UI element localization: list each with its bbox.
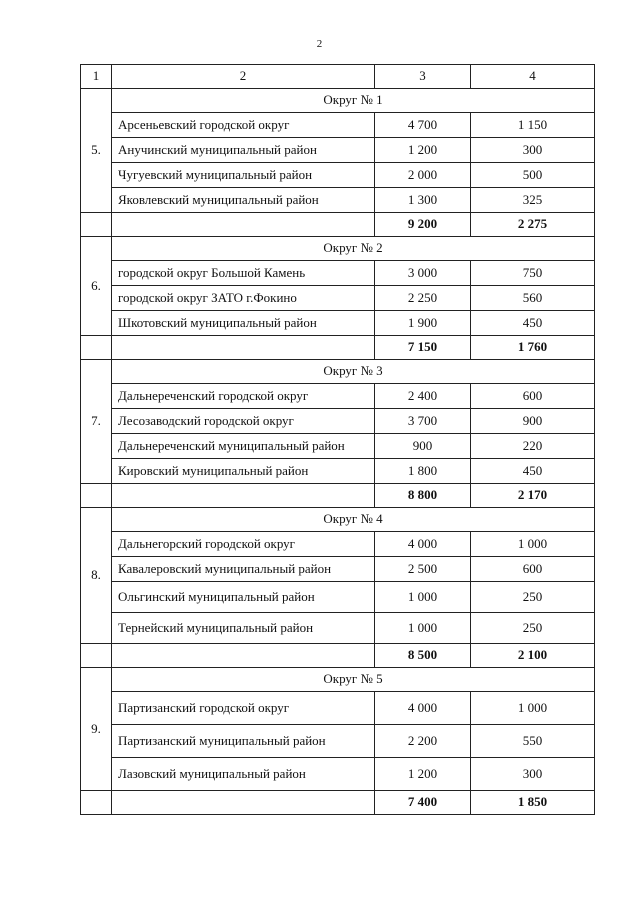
table-row [81, 557, 595, 582]
table-row [81, 163, 595, 188]
table-row [81, 613, 595, 644]
value-col-3: 2 200 [375, 725, 471, 758]
header-row [81, 65, 595, 89]
value-col-4: 1 000 [471, 532, 595, 557]
total-row [81, 791, 595, 815]
total-col-4: 1 850 [471, 791, 595, 815]
value-col-3: 1 000 [375, 582, 471, 613]
group-index: 7. [81, 360, 112, 484]
value-col-3: 1 200 [375, 758, 471, 791]
total-col-4: 2 100 [471, 644, 595, 668]
total-empty-cell [81, 213, 112, 237]
total-row [81, 213, 595, 237]
table-row [81, 138, 595, 163]
total-row [81, 644, 595, 668]
total-label-cell [112, 336, 375, 360]
value-col-4: 325 [471, 188, 595, 213]
total-col-3: 7 400 [375, 791, 471, 815]
value-col-4: 560 [471, 286, 595, 311]
municipality-name: Кавалеровский муниципальный район [112, 557, 375, 582]
value-col-3: 2 000 [375, 163, 471, 188]
value-col-4: 600 [471, 557, 595, 582]
municipality-name: Дальнереченский городской округ [112, 384, 375, 409]
table-row [81, 384, 595, 409]
municipality-name: Анучинский муниципальный район [112, 138, 375, 163]
municipality-name: Кировский муниципальный район [112, 459, 375, 484]
header-col-2: 2 [112, 65, 375, 89]
table-row [81, 758, 595, 791]
total-empty-cell [81, 791, 112, 815]
value-col-3: 1 800 [375, 459, 471, 484]
district-row [81, 360, 595, 384]
total-empty-cell [81, 484, 112, 508]
value-col-3: 3 700 [375, 409, 471, 434]
value-col-3: 900 [375, 434, 471, 459]
group-index: 8. [81, 508, 112, 644]
value-col-4: 450 [471, 311, 595, 336]
district-row [81, 668, 595, 692]
value-col-3: 2 250 [375, 286, 471, 311]
header-col-1: 1 [81, 65, 112, 89]
value-col-4: 500 [471, 163, 595, 188]
table-row [81, 409, 595, 434]
total-col-3: 9 200 [375, 213, 471, 237]
district-title: Округ № 2 [112, 237, 595, 261]
value-col-3: 4 700 [375, 113, 471, 138]
total-col-4: 1 760 [471, 336, 595, 360]
district-row [81, 508, 595, 532]
total-label-cell [112, 644, 375, 668]
municipality-name: городской округ ЗАТО г.Фокино [112, 286, 375, 311]
total-col-3: 7 150 [375, 336, 471, 360]
municipality-name: Шкотовский муниципальный район [112, 311, 375, 336]
district-row [81, 89, 595, 113]
header-col-3: 3 [375, 65, 471, 89]
municipality-name: Лазовский муниципальный район [112, 758, 375, 791]
table-row [81, 113, 595, 138]
value-col-4: 220 [471, 434, 595, 459]
table-row [81, 459, 595, 484]
value-col-3: 4 000 [375, 532, 471, 557]
total-label-cell [112, 213, 375, 237]
value-col-4: 250 [471, 582, 595, 613]
value-col-3: 1 200 [375, 138, 471, 163]
header-col-4: 4 [471, 65, 595, 89]
total-empty-cell [81, 336, 112, 360]
municipality-name: Яковлевский муниципальный район [112, 188, 375, 213]
group-index: 9. [81, 668, 112, 791]
municipality-name: Партизанский муниципальный район [112, 725, 375, 758]
total-col-3: 8 500 [375, 644, 471, 668]
value-col-4: 550 [471, 725, 595, 758]
value-col-4: 1 150 [471, 113, 595, 138]
district-title: Округ № 1 [112, 89, 595, 113]
value-col-4: 900 [471, 409, 595, 434]
table-row [81, 582, 595, 613]
value-col-4: 250 [471, 613, 595, 644]
value-col-4: 450 [471, 459, 595, 484]
total-label-cell [112, 791, 375, 815]
total-col-4: 2 275 [471, 213, 595, 237]
value-col-3: 2 500 [375, 557, 471, 582]
group-index: 6. [81, 237, 112, 336]
total-col-3: 8 800 [375, 484, 471, 508]
value-col-4: 1 000 [471, 692, 595, 725]
table-row [81, 692, 595, 725]
table-row [81, 434, 595, 459]
table-row [81, 532, 595, 557]
value-col-3: 3 000 [375, 261, 471, 286]
value-col-3: 1 900 [375, 311, 471, 336]
value-col-4: 750 [471, 261, 595, 286]
table-row [81, 725, 595, 758]
total-row [81, 336, 595, 360]
value-col-3: 4 000 [375, 692, 471, 725]
district-title: Округ № 5 [112, 668, 595, 692]
table-row [81, 188, 595, 213]
value-col-3: 1 300 [375, 188, 471, 213]
value-col-4: 300 [471, 758, 595, 791]
district-row [81, 237, 595, 261]
total-label-cell [112, 484, 375, 508]
total-col-4: 2 170 [471, 484, 595, 508]
municipality-name: Лесозаводский городской округ [112, 409, 375, 434]
municipality-name: Ольгинский муниципальный район [112, 582, 375, 613]
municipality-name: Чугуевский муниципальный район [112, 163, 375, 188]
page-number: 2 [316, 38, 323, 50]
table-row [81, 286, 595, 311]
district-title: Округ № 3 [112, 360, 595, 384]
table-row [81, 311, 595, 336]
municipality-name: Партизанский городской округ [112, 692, 375, 725]
allocation-table [80, 64, 595, 815]
group-index: 5. [81, 89, 112, 213]
district-title: Округ № 4 [112, 508, 595, 532]
municipality-name: Дальнереченский муниципальный район [112, 434, 375, 459]
table-row [81, 261, 595, 286]
total-empty-cell [81, 644, 112, 668]
municipality-name: Тернейский муниципальный район [112, 613, 375, 644]
municipality-name: Арсеньевский городской округ [112, 113, 375, 138]
total-row [81, 484, 595, 508]
value-col-4: 300 [471, 138, 595, 163]
municipality-name: Дальнегорский городской округ [112, 532, 375, 557]
value-col-3: 2 400 [375, 384, 471, 409]
value-col-3: 1 000 [375, 613, 471, 644]
value-col-4: 600 [471, 384, 595, 409]
municipality-name: городской округ Большой Камень [112, 261, 375, 286]
